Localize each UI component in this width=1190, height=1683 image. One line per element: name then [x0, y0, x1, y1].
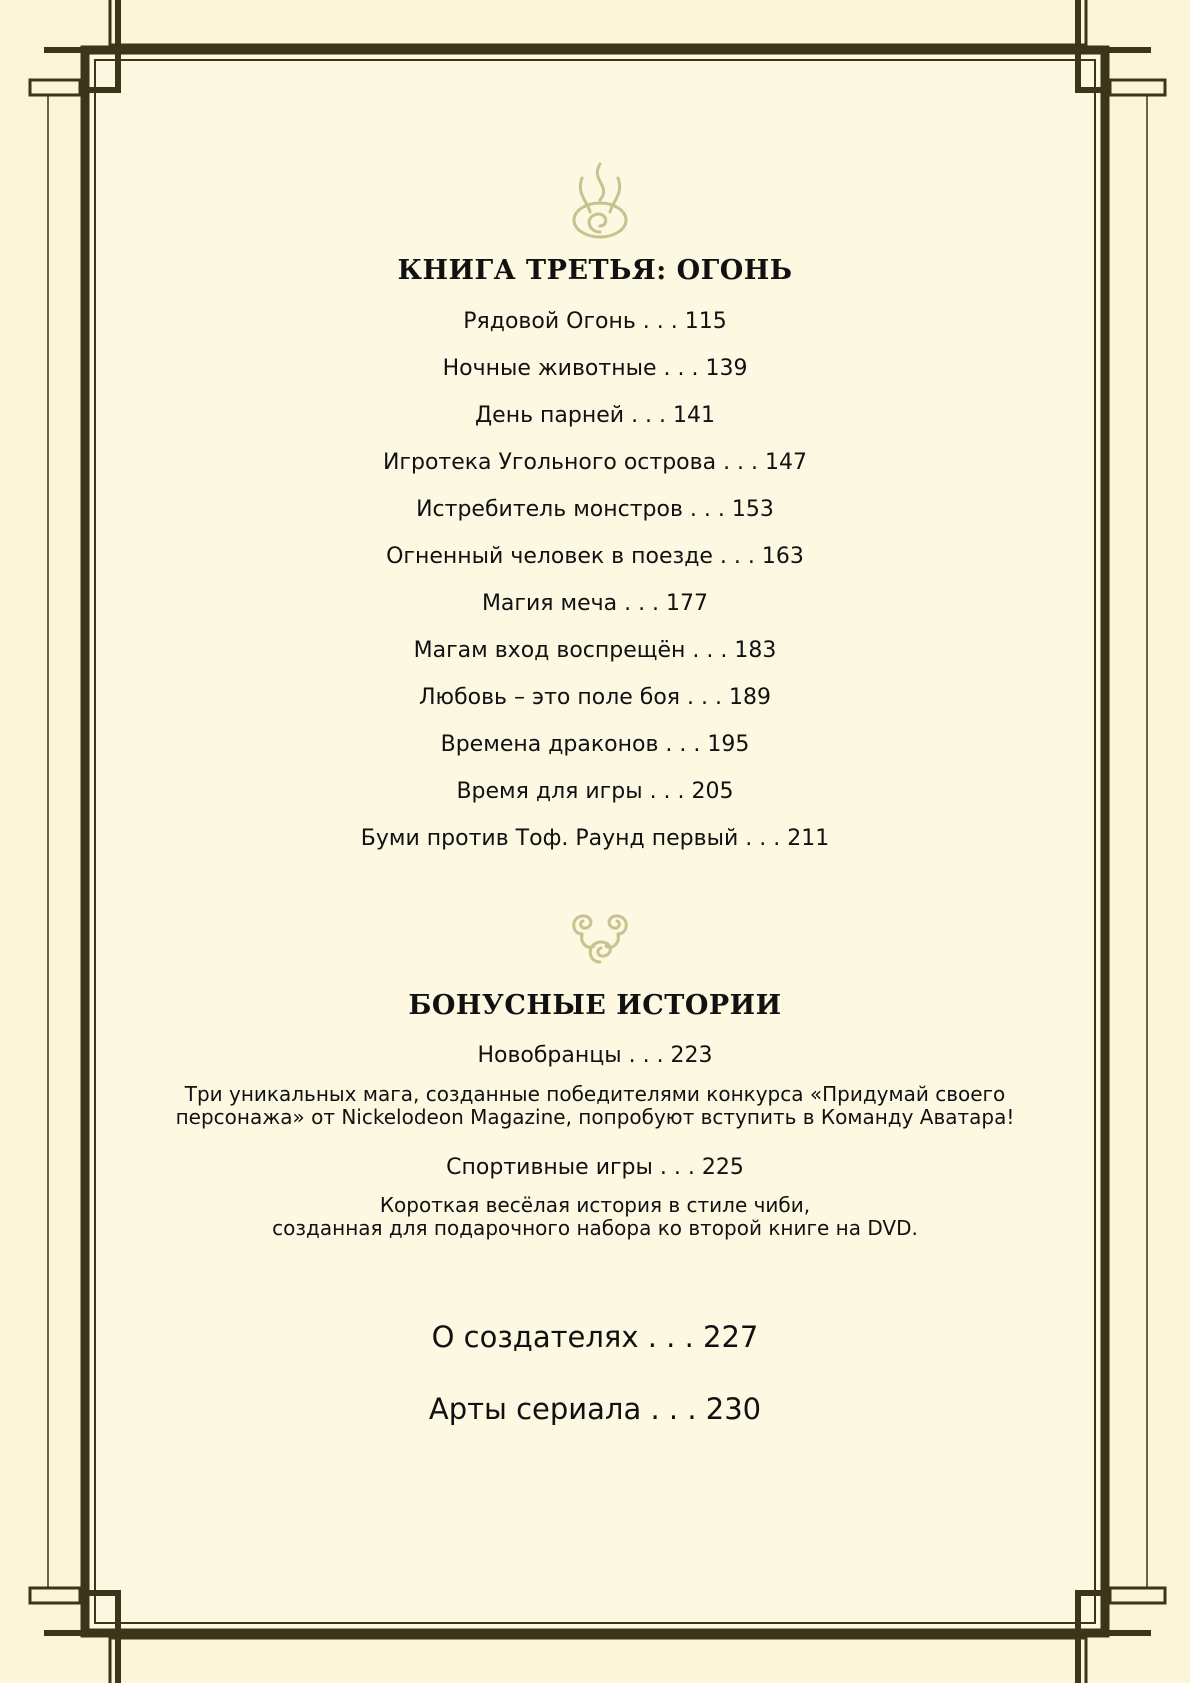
fire-nation-icon — [560, 160, 640, 240]
description-line: созданная для подарочного набора ко второй книге на DVD. — [272, 1216, 918, 1240]
fire-section-title: КНИГА ТРЕТЬЯ: ОГОНЬ — [397, 255, 793, 286]
air-nomad-icon — [560, 900, 640, 970]
description-line: Три уникальных мага, созданные победителями конкурса «Придумай своего — [184, 1082, 1006, 1106]
toc-entry-creators[interactable]: О создателях . . . 227 — [431, 1320, 759, 1354]
toc-entry[interactable]: Магам вход воспрещён . . . 183 — [413, 638, 777, 663]
toc-entry[interactable]: Времена драконов . . . 195 — [440, 732, 750, 757]
toc-entry[interactable]: Рядовой Огонь . . . 115 — [463, 309, 727, 334]
toc-entry[interactable]: Любовь – это поле боя . . . 189 — [419, 685, 771, 710]
fire-section-toc — [90, 305, 1100, 869]
toc-entry[interactable]: Ночные животные . . . 139 — [442, 356, 748, 381]
toc-entry[interactable]: Новобранцы . . . 223 — [477, 1043, 713, 1068]
toc-entry-artwork[interactable]: Арты сериала . . . 230 — [428, 1392, 762, 1426]
description-line: Короткая весёлая история в стиле чиби, — [379, 1193, 811, 1217]
story-description — [90, 1194, 1100, 1240]
toc-entry[interactable]: Огненный человек в поезде . . . 163 — [386, 544, 804, 569]
toc-entry[interactable]: Время для игры . . . 205 — [456, 779, 734, 804]
toc-entry[interactable]: День парней . . . 141 — [474, 403, 716, 428]
toc-entry[interactable]: Буми против Тоф. Раунд первый . . . 211 — [360, 826, 830, 851]
story-description — [90, 1083, 1100, 1129]
toc-entry[interactable]: Истребитель монстров . . . 153 — [416, 497, 774, 522]
toc-entry[interactable]: Спортивные игры . . . 225 — [446, 1155, 744, 1180]
bonus-section-title: БОНУСНЫЕ ИСТОРИИ — [408, 990, 782, 1021]
description-line: персонажа» от Nickelodeon Magazine, попробуют вступить в Команду Аватара! — [175, 1105, 1015, 1129]
toc-entry[interactable]: Игротека Угольного острова . . . 147 — [382, 450, 808, 475]
toc-entry[interactable]: Магия меча . . . 177 — [481, 591, 709, 616]
